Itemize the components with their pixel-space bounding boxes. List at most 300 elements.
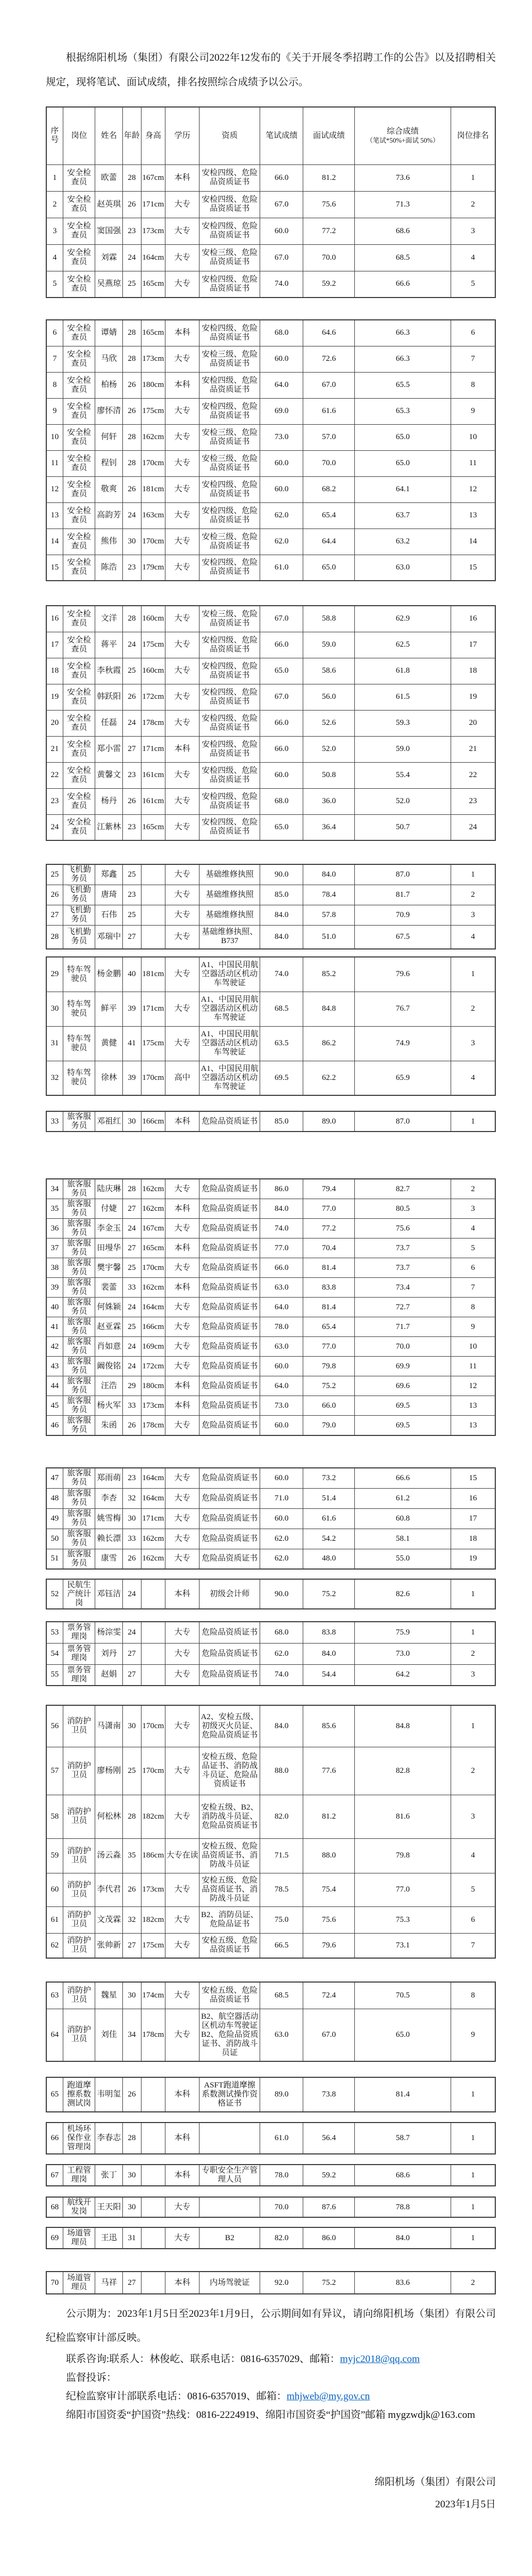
cell-position: 安全检查员: [63, 788, 95, 814]
cell-position: 安全检查员: [63, 606, 95, 632]
cell-rank: 2: [451, 191, 495, 218]
cell-education: 大专: [165, 658, 200, 684]
cell-rank: 7: [451, 1933, 495, 1958]
contact-line: [46, 2350, 496, 2368]
cell-composite-score: 52.0: [355, 788, 451, 814]
results-table-section-18: [46, 2271, 496, 2294]
cell-height: 175cm: [141, 398, 165, 424]
cell-composite-score: 65.9: [355, 1061, 451, 1095]
cell-seq: 52: [46, 1579, 63, 1609]
cell-qualification: B2: [200, 2227, 260, 2249]
table-row: [46, 925, 495, 949]
cell-interview-score: 36.0: [303, 788, 355, 814]
table-row: [46, 1416, 495, 1436]
cell-position: 安全检查员: [63, 424, 95, 450]
cell-height: 163cm: [141, 502, 165, 529]
cell-education: 本科: [165, 1111, 200, 1132]
cell-written-score: 92.0: [260, 2272, 303, 2294]
cell-rank: 18: [451, 658, 495, 684]
cell-name: 陈浩: [95, 555, 122, 581]
cell-qualification: 危险品资质证书: [200, 1549, 260, 1569]
column-header-line: 笔试成绩: [265, 131, 298, 140]
cell-education: 本科: [165, 1278, 200, 1298]
cell-rank: 3: [451, 905, 495, 925]
cell-height: 181cm: [141, 957, 165, 992]
table-row: [46, 736, 495, 762]
cell-qualification: 危险品资质证书: [200, 1179, 260, 1199]
cell-education: 大专: [165, 1298, 200, 1317]
cell-education: 大专: [165, 424, 200, 450]
cell-seq: 24: [46, 814, 63, 840]
cell-age: 23: [122, 1468, 141, 1488]
cell-composite-score: 69.5: [355, 1396, 451, 1416]
document-content: [46, 46, 496, 2516]
cell-position: 场道管理员: [63, 2272, 95, 2294]
cell-written-score: 62.0: [260, 1549, 303, 1569]
cell-position: 旅客服务员: [63, 1357, 95, 1376]
cell-education: 大专: [165, 2227, 200, 2249]
results-table-section-1: [46, 106, 496, 298]
cell-composite-score: 74.9: [355, 1026, 451, 1061]
cell-rank: 1: [451, 1705, 495, 1747]
cell-name: 黄健: [95, 1026, 122, 1061]
cell-name: 邓祖红: [95, 1111, 122, 1132]
cell-seq: 5: [46, 271, 63, 298]
cell-name: 蒋平: [95, 632, 122, 658]
column-header-name: [95, 107, 122, 164]
cell-position: 飞机勤务员: [63, 905, 95, 925]
cell-composite-score: 70.0: [355, 1337, 451, 1357]
cell-height: 162cm: [141, 424, 165, 450]
results-table-section-12: [46, 1981, 496, 2062]
cell-qualification: 安检三级、危险品资质证书: [200, 346, 260, 372]
cell-age: 28: [122, 346, 141, 372]
cell-age: 28: [122, 320, 141, 346]
table-row: [46, 1664, 495, 1686]
cell-composite-score: 82.8: [355, 1747, 451, 1795]
cell-seq: 9: [46, 398, 63, 424]
cell-qualification: 危险品资质证书: [200, 1664, 260, 1686]
cell-age: 23: [122, 885, 141, 905]
cell-height: [141, 905, 165, 925]
cell-age: 27: [122, 925, 141, 949]
cell-composite-score: 69.6: [355, 1376, 451, 1396]
cell-height: 171cm: [141, 1508, 165, 1529]
cell-written-score: 67.0: [260, 606, 303, 632]
cell-education: 大专: [165, 1179, 200, 1199]
cell-composite-score: 64.1: [355, 476, 451, 502]
cell-seq: 57: [46, 1747, 63, 1795]
cell-interview-score: 56.0: [303, 684, 355, 710]
cell-qualification: 安检四级、危险品资质证书: [200, 658, 260, 684]
cell-name: 郑小雷: [95, 736, 122, 762]
cell-name: 裴蕾: [95, 1278, 122, 1298]
cell-height: 178cm: [141, 710, 165, 736]
cell-position: 旅客服务员: [63, 1219, 95, 1239]
cell-education: 大专: [165, 1416, 200, 1436]
audit-line: [46, 2387, 496, 2406]
cell-seq: 30: [46, 992, 63, 1026]
cell-education: 大专: [165, 1982, 200, 2009]
table-row: [46, 2272, 495, 2294]
cell-qualification: 危险品资质证书: [200, 1508, 260, 1529]
cell-seq: 47: [46, 1468, 63, 1488]
table-row: [46, 1579, 495, 1609]
cell-rank: 14: [451, 529, 495, 555]
column-header-height: [141, 107, 165, 164]
cell-name: 柏杨: [95, 372, 122, 398]
cell-seq: 50: [46, 1529, 63, 1549]
column-header-education: [165, 107, 200, 164]
cell-interview-score: 51.4: [303, 1488, 355, 1508]
cell-interview-score: 79.4: [303, 1179, 355, 1199]
cell-seq: 31: [46, 1026, 63, 1061]
results-table-section-4: [46, 864, 496, 950]
cell-position: 安全检查员: [63, 762, 95, 788]
cell-education: 大专: [165, 1664, 200, 1686]
cell-interview-score: 66.0: [303, 1396, 355, 1416]
cell-rank: 21: [451, 736, 495, 762]
cell-education: 大专: [165, 1357, 200, 1376]
results-table-section-6: [46, 1111, 496, 1132]
table-row: [46, 632, 495, 658]
cell-qualification: 安检三级、危险品资质证书: [200, 450, 260, 476]
cell-composite-score: 84.0: [355, 2227, 451, 2249]
cell-height: [141, 2165, 165, 2186]
cell-qualification: 危险品资质证书: [200, 1298, 260, 1317]
cell-composite-score: 75.3: [355, 1906, 451, 1933]
cell-seq: 61: [46, 1906, 63, 1933]
cell-qualification: B2、航空器活动区机动车驾驶证B2、危险品资质证书、消防战斗员证: [200, 2009, 260, 2061]
cell-position: 安全检查员: [63, 164, 95, 191]
cell-age: 26: [122, 1873, 141, 1906]
cell-age: 23: [122, 762, 141, 788]
cell-age: 24: [122, 1579, 141, 1609]
cell-seq: 37: [46, 1239, 63, 1258]
cell-written-score: 68.5: [260, 1982, 303, 2009]
cell-age: 28: [122, 1179, 141, 1199]
cell-interview-score: 52.6: [303, 710, 355, 736]
cell-interview-score: 84.0: [303, 1643, 355, 1664]
cell-written-score: 60.0: [260, 218, 303, 244]
cell-rank: 1: [451, 2227, 495, 2249]
cell-rank: 3: [451, 1199, 495, 1219]
table-row: [46, 1873, 495, 1906]
cell-seq: 34: [46, 1179, 63, 1199]
cell-age: 27: [122, 2272, 141, 2294]
cell-height: [141, 2077, 165, 2112]
table-row: [46, 1317, 495, 1337]
signature-company: 绵阳机场（集团）有限公司: [374, 2476, 496, 2488]
cell-education: 本科: [165, 1239, 200, 1258]
cell-interview-score: 72.4: [303, 1982, 355, 2009]
cell-written-score: 84.0: [260, 905, 303, 925]
cell-rank: 9: [451, 2009, 495, 2061]
cell-name: 石伟: [95, 905, 122, 925]
cell-qualification: 安检四级、危险品资质证书: [200, 372, 260, 398]
cell-composite-score: 62.5: [355, 632, 451, 658]
cell-composite-score: 81.6: [355, 1795, 451, 1838]
cell-interview-score: 81.2: [303, 164, 355, 191]
results-table-section-2: [46, 319, 496, 581]
cell-age: 26: [122, 476, 141, 502]
cell-position: 消防护卫员: [63, 1906, 95, 1933]
cell-composite-score: 55.4: [355, 762, 451, 788]
cell-interview-score: 62.2: [303, 1061, 355, 1095]
cell-name: 任磊: [95, 710, 122, 736]
table-row: [46, 271, 495, 298]
column-header-qualification: [200, 107, 260, 164]
cell-age: 39: [122, 1061, 141, 1095]
cell-seq: 64: [46, 2009, 63, 2061]
cell-position: 旅客服务员: [63, 1376, 95, 1396]
cell-interview-score: 83.8: [303, 1278, 355, 1298]
cell-composite-score: 61.2: [355, 1488, 451, 1508]
cell-interview-score: 59.2: [303, 2165, 355, 2186]
cell-position: 安全检查员: [63, 244, 95, 271]
cell-rank: 5: [451, 271, 495, 298]
cell-qualification: 安检四级、危险品资质证书: [200, 271, 260, 298]
cell-height: 164cm: [141, 1468, 165, 1488]
cell-seq: 6: [46, 320, 63, 346]
cell-interview-score: 75.2: [303, 2272, 355, 2294]
cell-qualification: 安检四级、危险品资质证书: [200, 555, 260, 581]
cell-name: 王天阳: [95, 2197, 122, 2217]
cell-age: 24: [122, 632, 141, 658]
cell-rank: 17: [451, 632, 495, 658]
cell-seq: 4: [46, 244, 63, 271]
cell-seq: 27: [46, 905, 63, 925]
cell-seq: 20: [46, 710, 63, 736]
cell-composite-score: 71.3: [355, 191, 451, 218]
cell-interview-score: 89.0: [303, 1111, 355, 1132]
table-row: [46, 244, 495, 271]
cell-seq: 48: [46, 1488, 63, 1508]
cell-education: 本科: [165, 2272, 200, 2294]
table-row: [46, 1705, 495, 1747]
table-row: [46, 372, 495, 398]
cell-written-score: 82.0: [260, 1795, 303, 1838]
cell-age: 30: [122, 1705, 141, 1747]
cell-position: 消防护卫员: [63, 1838, 95, 1873]
cell-rank: 4: [451, 1838, 495, 1873]
cell-qualification: 安检三级、危险品资质证书: [200, 606, 260, 632]
cell-position: 安全检查员: [63, 218, 95, 244]
cell-name: 康雪: [95, 1549, 122, 1569]
cell-rank: 2: [451, 885, 495, 905]
table-row: [46, 1278, 495, 1298]
cell-seq: 67: [46, 2165, 63, 2186]
cell-height: 173cm: [141, 1873, 165, 1906]
cell-age: 25: [122, 905, 141, 925]
table-row: [46, 658, 495, 684]
cell-rank: 13: [451, 1396, 495, 1416]
cell-interview-score: 58.6: [303, 658, 355, 684]
cell-position: 旅客服务员: [63, 1529, 95, 1549]
cell-qualification: 危险品资质证书: [200, 1239, 260, 1258]
cell-qualification: 安检四级、危险品资质证书: [200, 762, 260, 788]
cell-written-score: 82.0: [260, 2227, 303, 2249]
table-row: [46, 398, 495, 424]
cell-position: 旅客服务员: [63, 1488, 95, 1508]
cell-interview-score: 72.6: [303, 346, 355, 372]
cell-education: 大专: [165, 346, 200, 372]
results-table-section-11: [46, 1705, 496, 1959]
cell-composite-score: 80.5: [355, 1199, 451, 1219]
cell-age: 27: [122, 1664, 141, 1686]
cell-name: 姚雪梅: [95, 1508, 122, 1529]
cell-height: 161cm: [141, 788, 165, 814]
cell-rank: 3: [451, 1664, 495, 1686]
cell-height: 164cm: [141, 1298, 165, 1317]
cell-qualification: 危险品资质证书: [200, 1643, 260, 1664]
cell-rank: 1: [451, 2123, 495, 2154]
cell-composite-score: 79.8: [355, 1838, 451, 1873]
cell-position: 消防护卫员: [63, 2009, 95, 2061]
cell-age: 24: [122, 1337, 141, 1357]
cell-rank: 2: [451, 1643, 495, 1664]
cell-education: 大专: [165, 1317, 200, 1337]
cell-age: 26: [122, 372, 141, 398]
cell-age: 27: [122, 1643, 141, 1664]
cell-rank: 10: [451, 1337, 495, 1357]
cell-name: 赵娟: [95, 1664, 122, 1686]
table-row: [46, 450, 495, 476]
cell-age: 33: [122, 1396, 141, 1416]
cell-position: 旅客服务员: [63, 1179, 95, 1199]
cell-rank: 6: [451, 320, 495, 346]
cell-rank: 1: [451, 957, 495, 992]
sasac-line: 绵阳市国资委“护国资”热线：0816-2224919、绵阳市国资委“护国资”邮箱 mygzwdjk@163.com: [66, 2409, 475, 2421]
table-row: [46, 905, 495, 925]
cell-written-score: 63.0: [260, 1278, 303, 1298]
cell-written-score: 69.5: [260, 1061, 303, 1095]
cell-age: 30: [122, 1982, 141, 2009]
cell-interview-score: 50.8: [303, 762, 355, 788]
cell-height: 179cm: [141, 555, 165, 581]
cell-written-score: 68.0: [260, 320, 303, 346]
cell-composite-score: 83.6: [355, 2272, 451, 2294]
cell-written-score: 84.0: [260, 925, 303, 949]
cell-height: 186cm: [141, 1838, 165, 1873]
cell-interview-score: 57.8: [303, 905, 355, 925]
cell-rank: 1: [451, 164, 495, 191]
cell-interview-score: 54.4: [303, 1664, 355, 1686]
cell-interview-score: 73.2: [303, 1468, 355, 1488]
cell-name: 黄馨文: [95, 762, 122, 788]
cell-education: 大专: [165, 1219, 200, 1239]
cell-written-score: 74.0: [260, 271, 303, 298]
cell-interview-score: 56.4: [303, 2123, 355, 2154]
cell-interview-score: 57.0: [303, 424, 355, 450]
cell-rank: 22: [451, 762, 495, 788]
results-table-section-17: [46, 2227, 496, 2249]
cell-written-score: 71.0: [260, 1488, 303, 1508]
table-row: [46, 1795, 495, 1838]
cell-age: 26: [122, 191, 141, 218]
cell-seq: 38: [46, 1258, 63, 1278]
cell-name: 马欣: [95, 346, 122, 372]
cell-rank: 8: [451, 372, 495, 398]
cell-interview-score: 77.0: [303, 1199, 355, 1219]
cell-seq: 53: [46, 1622, 63, 1643]
cell-composite-score: 69.9: [355, 1357, 451, 1376]
cell-height: 166cm: [141, 1317, 165, 1337]
cell-seq: 10: [46, 424, 63, 450]
cell-age: 24: [122, 244, 141, 271]
cell-composite-score: 71.7: [355, 1317, 451, 1337]
cell-composite-score: 69.5: [355, 1416, 451, 1436]
cell-seq: 2: [46, 191, 63, 218]
cell-age: 23: [122, 555, 141, 581]
cell-name: 李金玉: [95, 1219, 122, 1239]
table-row: [46, 1376, 495, 1396]
table-row: [46, 1643, 495, 1664]
cell-rank: 17: [451, 1508, 495, 1529]
cell-name: 何松林: [95, 1795, 122, 1838]
cell-name: 杨火军: [95, 1396, 122, 1416]
cell-age: 24: [122, 1622, 141, 1643]
cell-height: 172cm: [141, 1357, 165, 1376]
cell-education: 大专: [165, 864, 200, 885]
cell-rank: 15: [451, 555, 495, 581]
cell-composite-score: 62.9: [355, 606, 451, 632]
cell-composite-score: 73.7: [355, 1239, 451, 1258]
cell-interview-score: 36.4: [303, 814, 355, 840]
cell-written-score: 73.0: [260, 1396, 303, 1416]
table-row: [46, 555, 495, 581]
cell-interview-score: 81.4: [303, 1298, 355, 1317]
cell-position: 旅客服务员: [63, 1337, 95, 1357]
cell-education: 大专: [165, 450, 200, 476]
cell-qualification: 危险品资质证书: [200, 1468, 260, 1488]
cell-written-score: 88.0: [260, 1747, 303, 1795]
cell-education: 本科: [165, 736, 200, 762]
cell-interview-score: 58.8: [303, 606, 355, 632]
cell-written-score: 78.0: [260, 1317, 303, 1337]
table-row: [46, 788, 495, 814]
cell-height: 161cm: [141, 762, 165, 788]
contact-email-link[interactable]: myjc2018@qq.com: [340, 2354, 420, 2365]
cell-rank: 1: [451, 864, 495, 885]
cell-height: 165cm: [141, 320, 165, 346]
cell-rank: 7: [451, 346, 495, 372]
audit-email-link[interactable]: mhjweb@my.gov.cn: [286, 2391, 370, 2402]
column-header-written-score: [260, 107, 303, 164]
cell-age: 30: [122, 529, 141, 555]
cell-written-score: 65.0: [260, 814, 303, 840]
cell-composite-score: 81.4: [355, 2077, 451, 2112]
cell-rank: 12: [451, 1376, 495, 1396]
cell-position: 飞机勤务员: [63, 885, 95, 905]
cell-written-score: 74.0: [260, 957, 303, 992]
cell-composite-score: 59.0: [355, 736, 451, 762]
cell-rank: 2: [451, 1179, 495, 1199]
results-table-section-13: [46, 2077, 496, 2112]
cell-age: 34: [122, 2009, 141, 2061]
results-table-section-10: [46, 1621, 496, 1686]
cell-qualification: 基础维修执照: [200, 864, 260, 885]
cell-composite-score: 73.0: [355, 1643, 451, 1664]
cell-name: 吴燕琼: [95, 271, 122, 298]
cell-position: 安全检查员: [63, 632, 95, 658]
cell-name: 阚俊铭: [95, 1357, 122, 1376]
cell-position: 旅客服务员: [63, 1258, 95, 1278]
cell-composite-score: 66.3: [355, 320, 451, 346]
cell-education: 大专: [165, 244, 200, 271]
cell-written-score: 61.0: [260, 555, 303, 581]
cell-age: 24: [122, 502, 141, 529]
